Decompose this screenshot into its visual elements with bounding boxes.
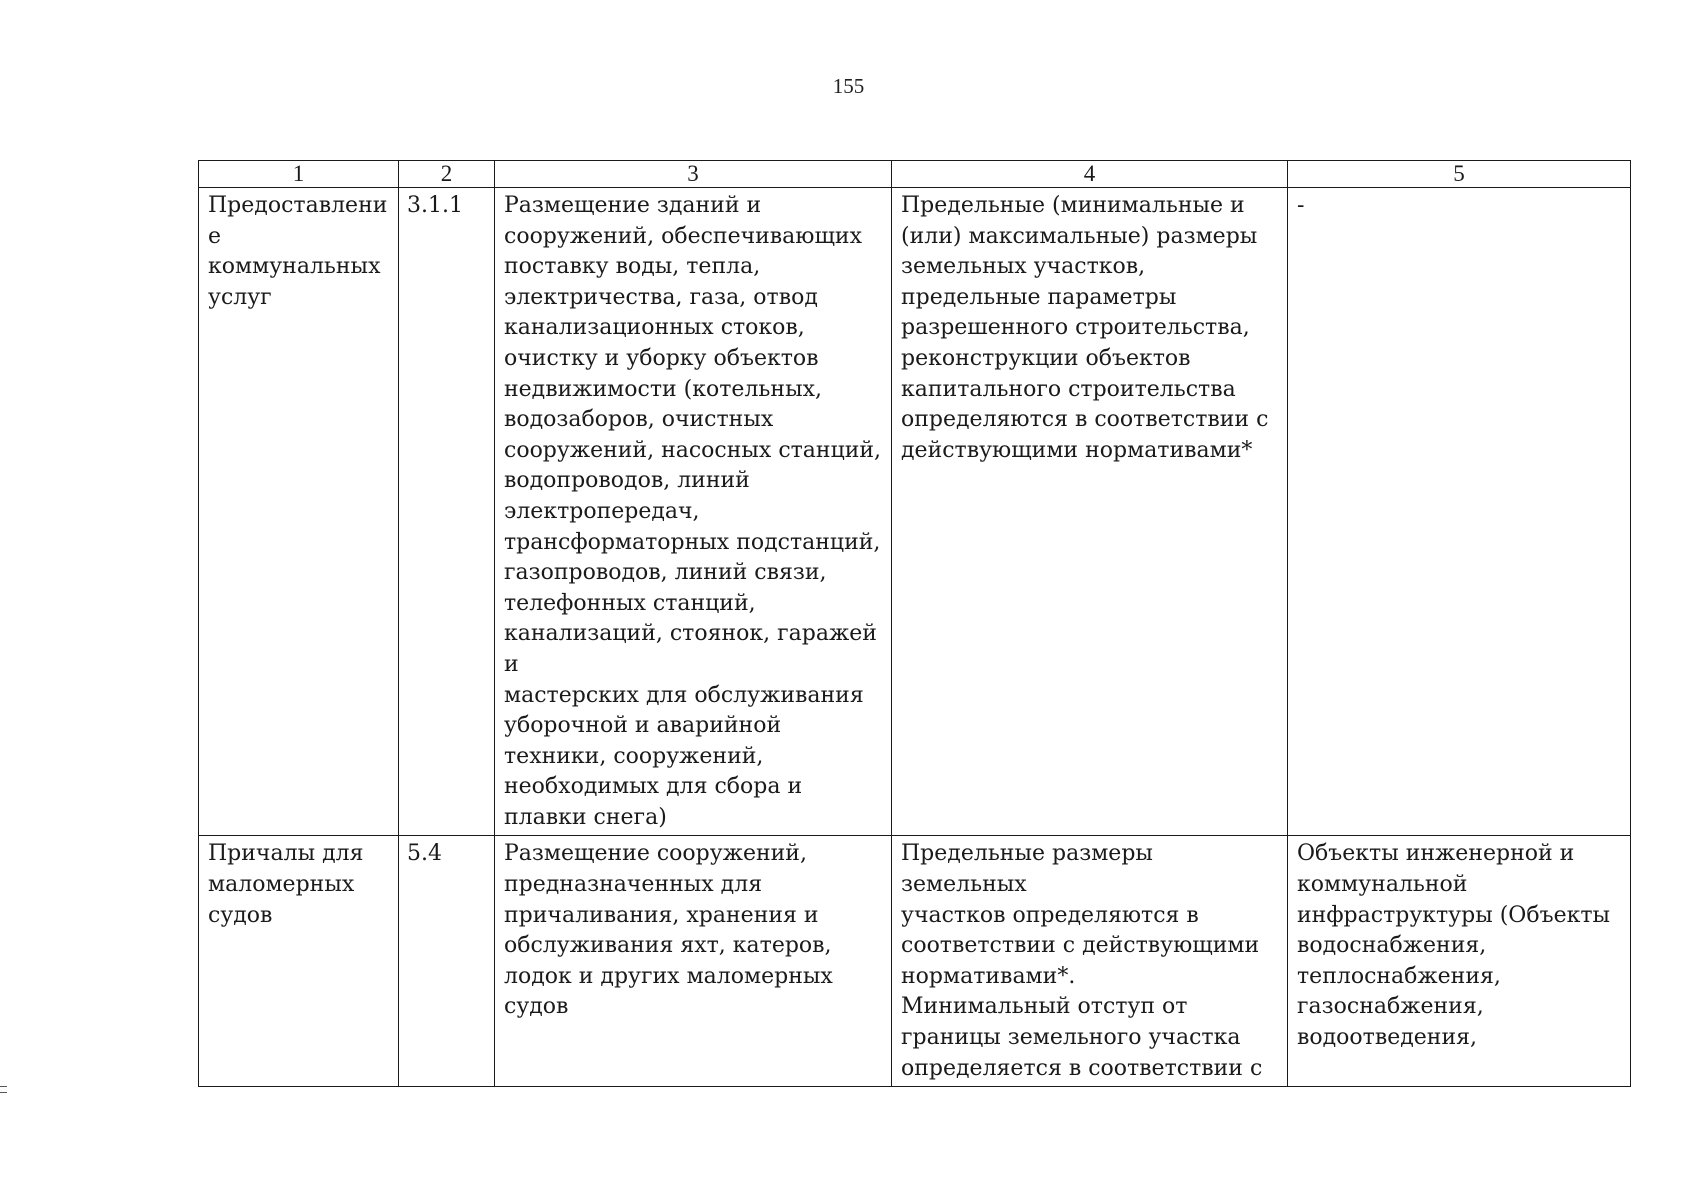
land-use-description: Размещение зданий и сооружений, обеспечивающих поставку воды, тепла, электричества, газа, отвод канализационных стоков, очистку и уборку объектов недвижимости (котельных, водозаборов, очистных сооружений, насосных станций, водопроводов, линий электропередач, трансформаторных подстанций, газопроводов, линий связи, телефонных станций, канализаций, стоянок, гаражей и мастерских для обслуживания уборочной и аварийной техники, сооружений, необходимых для сбора и плавки снега) [495,188,892,836]
land-use-notes: Объекты инженерной и коммунальной инфраструктуры (Объекты водоснабжения, теплоснабжения, газоснабжения, водоотведения, [1288,836,1631,1087]
land-use-code: 3.1.1 [399,188,495,836]
land-use-name: Предоставлени е коммунальных услуг [199,188,399,836]
table-row [199,836,1631,1087]
table-row [199,188,1631,836]
land-use-parameters: Предельные размеры земельных участков определяются в соответствии с действующими нормативами*. Минимальный отступ от границы земельного участка определяется в соответствии с [892,836,1288,1087]
column-number-2: 2 [399,161,495,188]
table-header-row [199,161,1631,188]
margin-mark [0,1086,7,1093]
land-use-notes: - [1288,188,1631,836]
land-use-name: Причалы для маломерных судов [199,836,399,1087]
page-number: 155 [832,74,865,98]
column-number-3: 3 [495,161,892,188]
land-use-code: 5.4 [399,836,495,1087]
column-number-1: 1 [199,161,399,188]
column-number-4: 4 [892,161,1288,188]
land-use-table [198,160,1631,1087]
land-use-parameters: Предельные (минимальные и (или) максимальные) размеры земельных участков, предельные параметры разрешенного строительства, реконструкции объектов капитального строительства определяются в соответствии с действующими нормативами* [892,188,1288,836]
land-use-description: Размещение сооружений, предназначенных для причаливания, хранения и обслуживания яхт, катеров, лодок и других маломерных судов [495,836,892,1087]
column-number-5: 5 [1288,161,1631,188]
